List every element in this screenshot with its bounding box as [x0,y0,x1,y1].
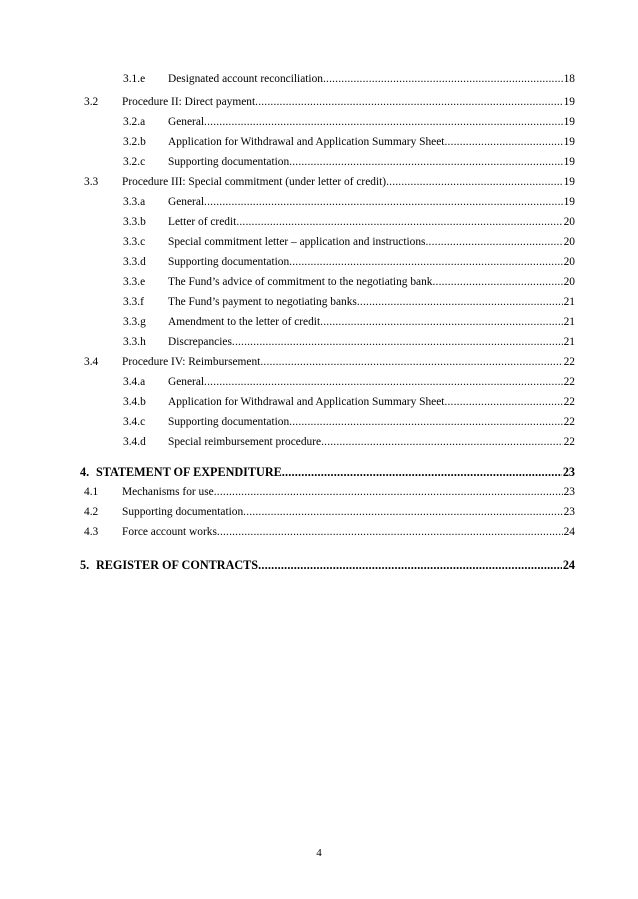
toc-entry-title: REGISTER OF CONTRACTS [96,558,259,572]
toc-entry-number: 3.4.d [123,436,146,448]
toc-entry-title: Letter of credit [168,216,237,228]
toc-entry-number: 5. [80,558,90,572]
toc-entry-title: Discrepancies [168,336,232,348]
toc-entry-page: 19 [563,96,575,108]
toc-entry-number: 3.3.f [123,296,144,308]
toc-entry[interactable] [84,173,575,189]
toc-entry-page: 24 [563,526,575,538]
toc-entry-page: 19 [563,136,575,148]
toc-leader-dots [232,335,563,349]
toc-leader-dots [243,505,562,519]
toc-entry-number: 3.2.c [123,156,146,168]
toc-leader-dots [217,525,563,539]
toc-entry[interactable] [123,373,575,389]
toc-entry[interactable] [80,463,575,479]
toc-entry[interactable] [123,273,575,289]
toc-entry-page: 20 [563,236,575,248]
toc-entry-number: 3.3.h [123,336,146,348]
toc-entry[interactable] [123,293,575,309]
toc-leader-dots [282,465,562,479]
toc-entry[interactable] [123,253,575,269]
toc-leader-dots [289,255,562,269]
toc-entry-number: 3.4.b [123,396,146,408]
toc-entry[interactable] [123,213,575,229]
toc-entry[interactable] [84,523,575,539]
toc-entry-page: 19 [563,196,575,208]
toc-entry-title: Procedure II: Direct payment [122,96,256,108]
toc-entry-title: General [168,196,205,208]
toc-entry-number: 4.1 [84,486,99,498]
toc-leader-dots [204,195,563,209]
toc-entry-page: 21 [563,316,575,328]
toc-entry-title: The Fund’s advice of commitment to the negotiating bank [168,276,433,288]
toc-entry[interactable] [123,70,575,86]
toc-entry-number: 3.3.a [123,196,146,208]
toc-entry[interactable] [84,93,575,109]
toc-entry-title: Application for Withdrawal and Application Summary Sheet [168,396,445,408]
toc-entry-title: Supporting documentation [122,506,244,518]
toc-entry[interactable] [84,353,575,369]
toc-leader-dots [323,72,563,86]
toc-entry-page: 22 [563,396,575,408]
toc-entry-page: 24 [562,558,575,572]
toc-entry-title: Special commitment letter – application and instructions [168,236,426,248]
toc-entry[interactable] [123,333,575,349]
toc-entry-page: 22 [563,416,575,428]
toc-leader-dots [204,375,563,389]
toc-entry-title: Procedure IV: Reimbursement [122,356,261,368]
toc-entry-title: General [168,376,205,388]
toc-entry[interactable] [80,556,575,572]
toc-entry-number: 3.3.g [123,316,146,328]
toc-entry[interactable] [123,113,575,129]
toc-entry[interactable] [123,133,575,149]
toc-entry-number: 3.4 [84,356,99,368]
toc-leader-dots [386,175,563,189]
toc-entry[interactable] [123,433,575,449]
toc-entry-page: 20 [563,216,575,228]
toc-entry-title: General [168,116,205,128]
toc-entry-page: 19 [563,156,575,168]
toc-entry-number: 3.3.b [123,216,146,228]
toc-entry-number: 3.2.b [123,136,146,148]
toc-entry-number: 3.1.e [123,73,146,85]
toc-entry-page: 23 [563,506,575,518]
toc-entry-title: Force account works [122,526,217,538]
toc-entry-number: 3.2.a [123,116,146,128]
toc-leader-dots [214,485,563,499]
toc-leader-dots [357,295,563,309]
toc-entry-number: 3.3.c [123,236,146,248]
toc-entry-title: Supporting documentation [168,256,290,268]
toc-entry-page: 23 [562,465,575,479]
toc-entry[interactable] [123,313,575,329]
toc-entry-title: STATEMENT OF EXPENDITURE [96,465,282,479]
toc-entry-number: 3.3 [84,176,99,188]
toc-entry-title: Procedure III: Special commitment (under letter of credit) [122,176,387,188]
toc-entry-number: 3.2 [84,96,99,108]
toc-entry-number: 4. [80,465,90,479]
toc-entry-number: 3.4.a [123,376,146,388]
toc-entry-title: Amendment to the letter of credit [168,316,321,328]
toc-entry[interactable] [123,233,575,249]
toc-entry-page: 19 [563,116,575,128]
toc-leader-dots [426,235,563,249]
toc-entry-page: 18 [563,73,575,85]
toc-leader-dots [289,415,562,429]
toc-entry-number: 3.3.e [123,276,146,288]
toc-leader-dots [289,155,562,169]
toc-entry-page: 23 [563,486,575,498]
toc-leader-dots [260,355,562,369]
toc-leader-dots [204,115,563,129]
toc-leader-dots [255,95,562,109]
toc-entry-number: 4.2 [84,506,99,518]
toc-entry-number: 4.3 [84,526,99,538]
toc-entry-title: Designated account reconciliation [168,73,323,85]
toc-entry-title: The Fund’s payment to negotiating banks [168,296,357,308]
toc-entry-title: Special reimbursement procedure [168,436,322,448]
page-number: 4 [316,847,322,859]
toc-entry[interactable] [84,503,575,519]
toc-entry[interactable] [123,153,575,169]
toc-entry-number: 3.4.c [123,416,146,428]
toc-entry-title: Mechanisms for use [122,486,214,498]
toc-leader-dots [236,215,562,229]
toc-entry-page: 22 [563,356,575,368]
toc-leader-dots [258,558,562,572]
toc-entry[interactable] [84,483,575,499]
toc-leader-dots [321,435,563,449]
toc-entry[interactable] [123,413,575,429]
toc-entry-page: 21 [563,296,575,308]
toc-entry-title: Supporting documentation [168,156,290,168]
toc-entry[interactable] [123,193,575,209]
toc-entry-page: 22 [563,436,575,448]
toc-leader-dots [444,135,562,149]
toc-entry-title: Application for Withdrawal and Application Summary Sheet [168,136,445,148]
toc-entry-title: Supporting documentation [168,416,290,428]
toc-entry-page: 22 [563,376,575,388]
toc-leader-dots [320,315,562,329]
toc-leader-dots [444,395,562,409]
toc-entry-page: 19 [563,176,575,188]
toc-entry-page: 21 [563,336,575,348]
toc-entry-number: 3.3.d [123,256,146,268]
toc-entry[interactable] [123,393,575,409]
toc-leader-dots [432,275,562,289]
toc-entry-page: 20 [563,276,575,288]
toc-entry-page: 20 [563,256,575,268]
